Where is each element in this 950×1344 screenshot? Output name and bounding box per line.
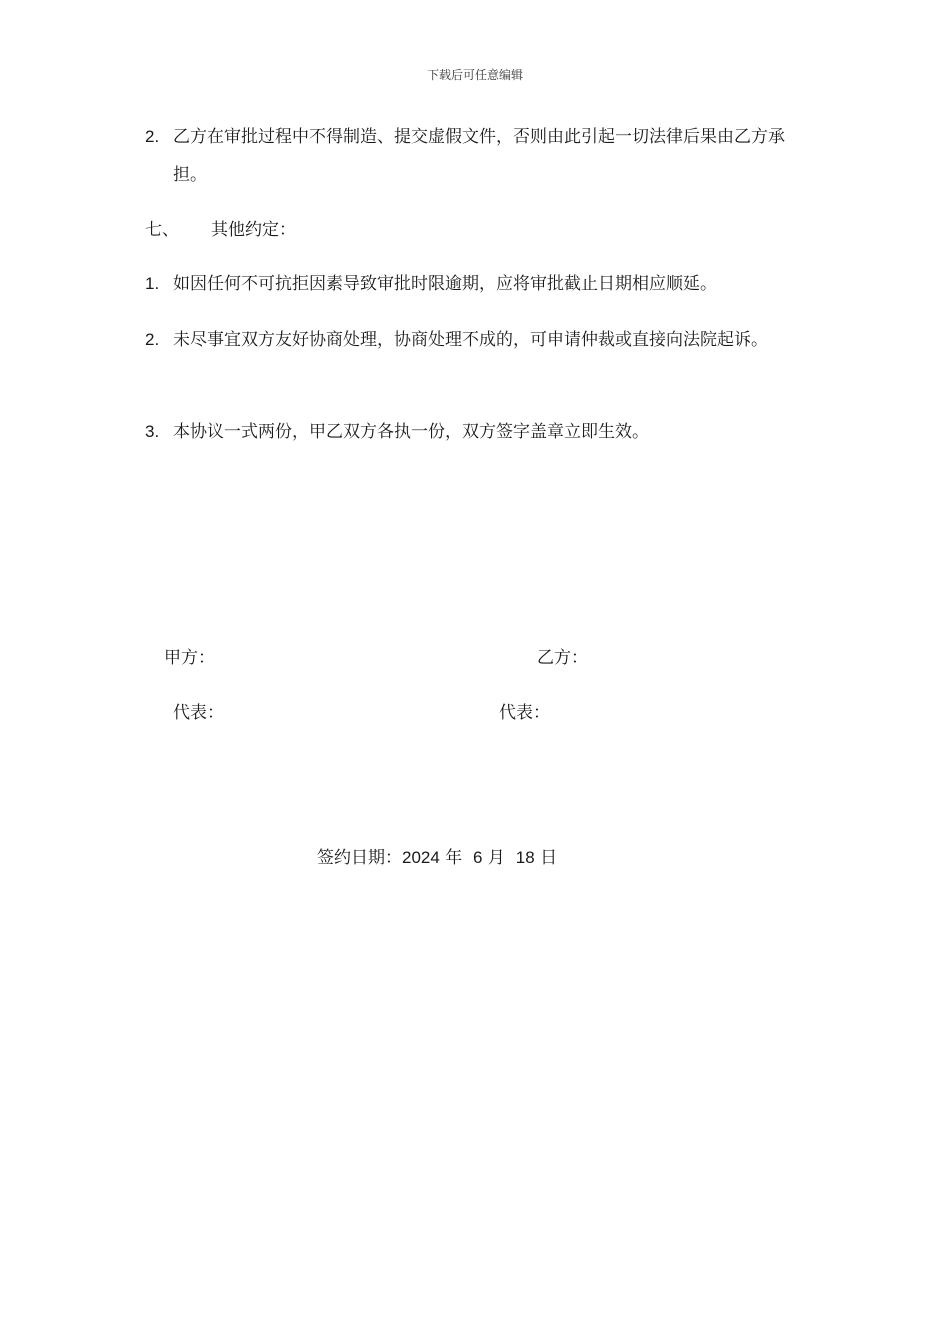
signing-date-label: 签约日期： [317, 848, 402, 868]
section-title: 其他约定： [211, 220, 296, 240]
party-b-representative-label: 代表： [499, 703, 550, 723]
signing-day: 18 [515, 848, 535, 867]
month-unit: 月 [487, 848, 505, 868]
signing-year: 2024 [402, 848, 440, 867]
list-number: 3. [145, 422, 160, 441]
list-item-text: 乙方在审批过程中不得制造、提交虚假文件，否则由此引起一切法律后果由乙方承担。 [173, 127, 785, 185]
clause-7-item-2 [145, 321, 810, 359]
signing-date [317, 846, 557, 870]
section-7-heading [145, 211, 296, 249]
list-number: 1. [145, 274, 160, 293]
section-marker: 七、 [145, 220, 179, 240]
year-unit: 年 [445, 848, 463, 868]
party-b-label: 乙方： [537, 648, 588, 668]
list-number: 2. [145, 330, 160, 349]
day-unit: 日 [540, 848, 558, 868]
signing-month: 6 [473, 848, 483, 867]
list-number: 2. [145, 127, 160, 146]
list-item-text: 如因任何不可抗拒因素导致审批时限逾期，应将审批截止日期相应顺延。 [173, 274, 717, 294]
clause-7-item-1 [145, 265, 810, 303]
page-header: 下载后可任意编辑 [426, 68, 523, 82]
list-item-text: 未尽事宜双方友好协商处理，协商处理不成的，可申请仲裁或直接向法院起诉。 [173, 330, 768, 350]
list-item-text: 本协议一式两份，甲乙双方各执一份，双方签字盖章立即生效。 [173, 422, 649, 442]
clause-7-item-3 [145, 413, 810, 451]
party-a-representative-label: 代表： [173, 703, 224, 723]
party-a-label: 甲方： [164, 648, 215, 668]
clause-6-item-2 [145, 118, 810, 194]
